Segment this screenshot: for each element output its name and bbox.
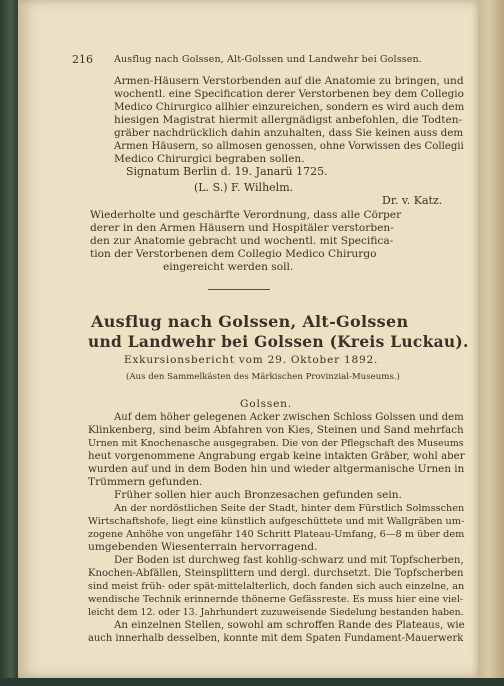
body-line: Auf dem höher gelegenen Acker zwischen Schloss Golssen und dem bbox=[114, 412, 464, 423]
decree-line: hiesigen Magistrat hiermit allergnädigst anbefohlen, die Todten- bbox=[114, 114, 463, 126]
body-line: heut vorgenommene Angrabung ergab keine intakten Gräber, wohl aber bbox=[88, 450, 465, 462]
body-line: Knochen-Abfällen, Steinsplittern und dergl. durchsetzt. Die Topfscherben bbox=[88, 568, 464, 579]
body-line: Klinkenberg, sind beim Abfahren von Kies, Steinen und Sand mehrfach bbox=[88, 424, 464, 436]
countersignature: Dr. v. Katz. bbox=[382, 194, 443, 207]
body-line: wurden auf und in dem Boden hin und wieder altgermanische Urnen in bbox=[88, 463, 465, 475]
body-line: Wirtschaftshofe, liegt eine künstlich aufgeschüttete und mit Wallgräben um- bbox=[88, 516, 465, 527]
body-line: wendische Technik erinnernde thönerne Gefässreste. Es muss hier eine viel- bbox=[88, 594, 464, 605]
decree-line: Armen-Häusern Verstorbenden auf die Anatomie zu bringen, und bbox=[114, 75, 464, 87]
body-line: Der Boden ist durchweg fast kohlig-schwarz und mit Topfscherben, bbox=[114, 555, 464, 566]
article-title-line1: Ausflug nach Golssen, Alt-Golssen bbox=[91, 312, 409, 331]
body-line: umgebenden Wiesenterrain hervorragend. bbox=[88, 541, 318, 553]
body-line: Trümmern gefunden. bbox=[88, 476, 203, 488]
section-divider bbox=[208, 289, 270, 290]
decree-line: Medico Chirurgici begraben sollen. bbox=[114, 153, 305, 165]
decree-line: Armen Häusern, so allmosen genossen, ohne Vorwissen des Collegii bbox=[114, 141, 464, 152]
note-line: den zur Anatomie gebracht und wochentl. mit Specifica- bbox=[90, 235, 394, 247]
decree-line: gräber nachdrücklich dahin anzuhalten, dass Sie keinen auss dem bbox=[114, 127, 464, 139]
signatum-line: Signatum Berlin d. 19. Janarü 1725. bbox=[126, 165, 328, 178]
page-edge bbox=[478, 0, 504, 678]
page-number: 216 bbox=[72, 53, 93, 66]
royal-signature: (L. S.) F. Wilhelm. bbox=[194, 181, 294, 194]
body-line: Früher sollen hier auch Bronzesachen gefunden sein. bbox=[114, 489, 402, 501]
body-line: An der nordöstlichen Seite der Stadt, hinter dem Fürstlich Solmsschen bbox=[114, 503, 465, 514]
book-bottom-edge bbox=[0, 678, 504, 686]
body-line: leicht dem 12. oder 13. Jahrhundert zuzuweisende Siedelung bestanden haben. bbox=[88, 607, 464, 618]
article-source: (Aus den Sammelkästen des Märkischen Provinzial-Museums.) bbox=[126, 372, 400, 382]
body-line: An einzelnen Stellen, sowohl am schroffen Rande des Plateaus, wie bbox=[114, 619, 465, 631]
book-spine bbox=[0, 0, 18, 686]
decree-line: Medico Chirurgico allhier einzureichen, sondern es wird auch dem bbox=[114, 101, 465, 113]
article-subtitle: Exkursionsbericht vom 29. Oktober 1892. bbox=[124, 354, 379, 366]
article-title-line2: und Landwehr bei Golssen (Kreis Luckau). bbox=[88, 333, 469, 351]
body-line: auch innerhalb desselben, konnte mit dem Spaten Fundament-Mauerwerk bbox=[88, 633, 464, 644]
note-line: derer in den Armen Häusern und Hospitäler verstorben- bbox=[90, 222, 394, 234]
body-line: sind meist früh- oder spät-mittelalterlich, doch fanden sich auch einzelne, an bbox=[88, 581, 465, 592]
note-line: tion der Verstorbenen dem Collegio Medico Chirurgo bbox=[90, 248, 377, 260]
section-heading: Golssen. bbox=[240, 398, 292, 410]
book-page bbox=[18, 0, 478, 678]
note-last-line: eingereicht werden soll. bbox=[163, 261, 294, 273]
body-line: zogene Anhöhe von ungefähr 140 Schritt Plateau-Umfang, 6—8 m über dem bbox=[88, 529, 465, 540]
running-title: Ausflug nach Golssen, Alt-Golssen und Landwehr bei Golssen. bbox=[114, 54, 422, 65]
note-line: Wiederholte und geschärfte Verordnung, dass alle Cörper bbox=[90, 209, 402, 221]
decree-line: wochentl. eine Specification derer Verstorbenen bey dem Collegio bbox=[114, 88, 464, 100]
body-line: Urnen mit Knochenasche ausgegraben. Die von der Pflegschaft des Museums bbox=[88, 438, 464, 449]
